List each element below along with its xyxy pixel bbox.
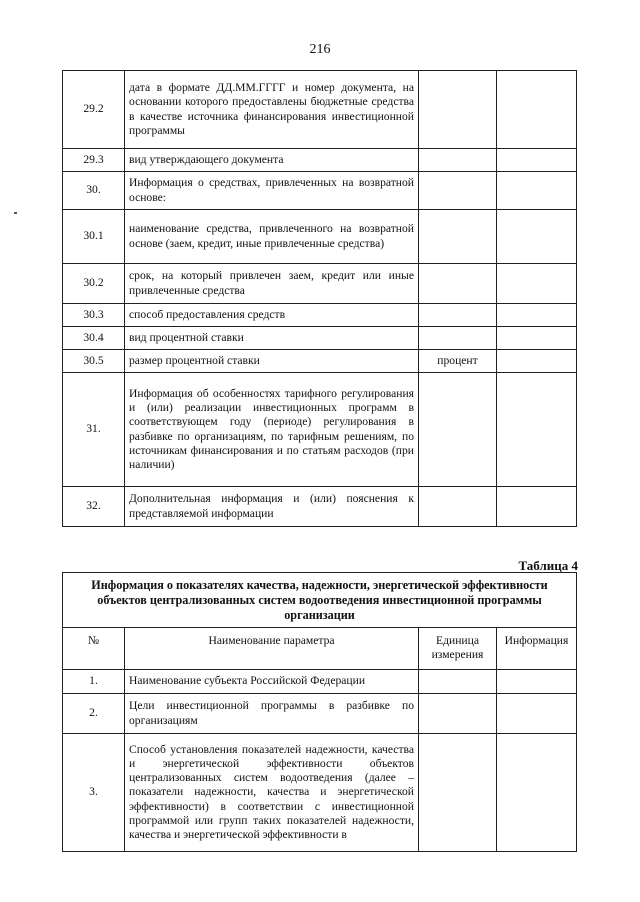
table-top-body	[63, 71, 577, 527]
row-information	[497, 264, 577, 304]
row-number: 30.5	[63, 350, 125, 373]
row-information	[497, 327, 577, 350]
table-row	[63, 304, 577, 327]
row-number: 30.3	[63, 304, 125, 327]
table-row	[63, 172, 577, 210]
table-row	[63, 670, 577, 694]
table-4	[62, 572, 577, 852]
table-4-body	[63, 670, 577, 852]
row-information	[497, 734, 577, 852]
row-parameter: Способ установления показателей надежности, качества и энергетической эффективности объектов централизованных систем водоотведения (далее – показатели надежности, качества и энергетической эффективности) в соответствии с инвестиционной программой или групп таких показателей надежности, качества и энергетической эффективности в	[125, 734, 419, 852]
page-number: 216	[309, 42, 331, 57]
table-row	[63, 149, 577, 172]
row-number: 30.2	[63, 264, 125, 304]
row-information	[497, 350, 577, 373]
table-4-caption: Информация о показателях качества, надежности, энергетической эффективности объектов централизованных систем водоотведения инвестиционной программы организации	[63, 573, 577, 628]
row-parameter: Информация об особенностях тарифного регулирования и (или) реализации инвестиционных программ в соответствующем году (периоде) регулирования в разбивке по организациям, по тарифным решениям, по источникам финансирования и по статьям расходов (при наличии)	[125, 373, 419, 487]
row-number: 32.	[63, 487, 125, 527]
row-parameter: размер процентной ставки	[125, 350, 419, 373]
row-parameter: вид процентной ставки	[125, 327, 419, 350]
investment-info-table-continued	[62, 70, 577, 527]
row-unit	[419, 694, 497, 734]
row-unit	[419, 327, 497, 350]
row-number: 1.	[63, 670, 125, 694]
row-number: 29.2	[63, 71, 125, 149]
row-unit	[419, 264, 497, 304]
row-parameter: Дополнительная информация и (или) пояснения к представляемой информации	[125, 487, 419, 527]
table-row	[63, 734, 577, 852]
table-row	[63, 210, 577, 264]
table-row	[63, 264, 577, 304]
row-unit	[419, 670, 497, 694]
row-number: 2.	[63, 694, 125, 734]
row-number: 30.1	[63, 210, 125, 264]
row-unit: процент	[419, 350, 497, 373]
row-parameter: наименование средства, привлеченного на возвратной основе (заем, кредит, иные привлеченные средства)	[125, 210, 419, 264]
row-unit	[419, 71, 497, 149]
row-parameter: способ предоставления средств	[125, 304, 419, 327]
row-unit	[419, 734, 497, 852]
row-parameter: Цели инвестиционной программы в разбивке по организациям	[125, 694, 419, 734]
row-parameter: срок, на который привлечен заем, кредит или иные привлеченные средства	[125, 264, 419, 304]
row-unit	[419, 373, 497, 487]
row-information	[497, 694, 577, 734]
row-unit	[419, 304, 497, 327]
header-information: Информация	[497, 628, 577, 670]
row-number: 30.4	[63, 327, 125, 350]
table-row	[63, 350, 577, 373]
header-parameter-name: Наименование параметра	[125, 628, 419, 670]
row-number: 3.	[63, 734, 125, 852]
table-row	[63, 71, 577, 149]
row-number: 31.	[63, 373, 125, 487]
row-parameter: дата в формате ДД.ММ.ГГГГ и номер документа, на основании которого предоставлены бюджетные средства в качестве источника финансирования инвестиционной программы	[125, 71, 419, 149]
header-unit: Единица измерения	[419, 628, 497, 670]
row-number: 29.3	[63, 149, 125, 172]
row-information	[497, 71, 577, 149]
row-parameter: Информация о средствах, привлеченных на возвратной основе:	[125, 172, 419, 210]
row-unit	[419, 172, 497, 210]
row-information	[497, 670, 577, 694]
row-parameter: Наименование субъекта Российской Федерации	[125, 670, 419, 694]
table-row	[63, 487, 577, 527]
row-information	[497, 304, 577, 327]
table-row	[63, 327, 577, 350]
row-unit	[419, 210, 497, 264]
row-information	[497, 149, 577, 172]
row-parameter: вид утверждающего документа	[125, 149, 419, 172]
row-unit	[419, 149, 497, 172]
row-number: 30.	[63, 172, 125, 210]
table-row	[63, 373, 577, 487]
table-row	[63, 694, 577, 734]
scan-mark	[14, 212, 17, 214]
row-information	[497, 487, 577, 527]
row-information	[497, 210, 577, 264]
row-unit	[419, 487, 497, 527]
table-4-label: Таблица 4	[518, 558, 578, 573]
row-information	[497, 172, 577, 210]
header-number: №	[63, 628, 125, 670]
row-information	[497, 373, 577, 487]
